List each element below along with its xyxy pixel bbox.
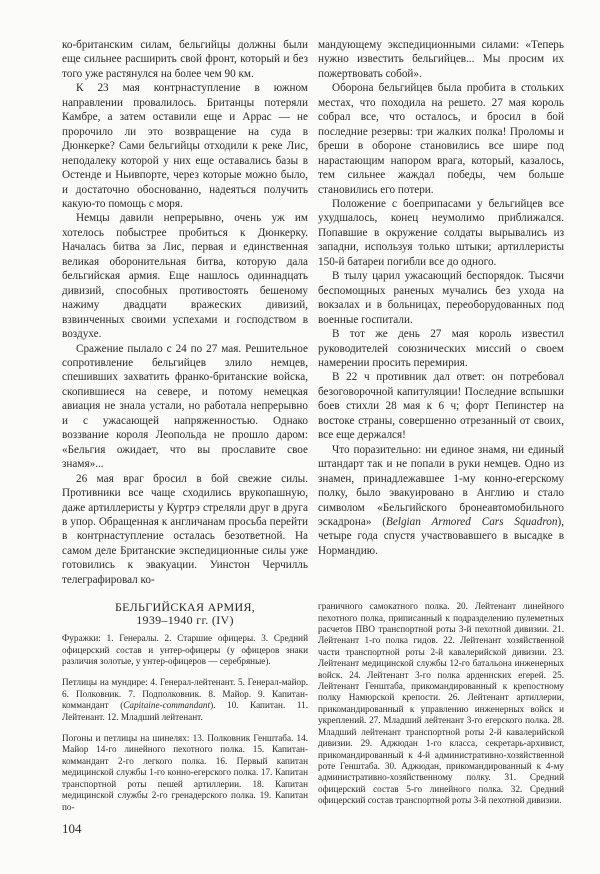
text: Петлицы на мундире: 4. Генерал-лейтенант. 5. Генерал-майор. 6. Полковник. 7. Подполковник. 8. Майор. 9. Капитан-коммандант (	[62, 677, 308, 711]
plate-caption-right	[318, 601, 564, 816]
paragraph: ко-британским силам, бельгийцы должны были еще сильнее расширить свой фронт, который и без того уже растянулся на более чем 90 км.	[62, 39, 308, 80]
paragraph: К 23 мая контрнаступление в южном направлении провалилось. Британцы потеряли Камбре, а затем оставили еще и Аррас — не пророчило ли это возвращение на суда в Дюнкерке? Сами бельгийцы отходили к реке Лис, неподалеку которой у них еще оставались базы в Остенде и Ньивпорте, через которые можно было, и достаточно обоснованно, надеяться получить какую-то помощь с моря.	[62, 82, 308, 210]
paragraph: мандующему экспедиционными силами: «Теперь нужно известить бельгийцев... Мы просим их пожертвовать собой».	[318, 39, 564, 80]
plate-caption-left	[62, 601, 308, 834]
paragraph: В тылу царил ужасающий беспорядок. Тысячи беспомощных раненых мучались без ухода на вокзалах и в больницах, переоборудованных под военные госпитали.	[318, 270, 564, 326]
paragraph: Положение с боеприпасами у бельгийцев все ухудшалось, конец неумолимо приближался. Попавшие в окружение солдаты вырывались из западни, используя только штыки; артиллеристы 150-й батареи погибли все до одного.	[318, 197, 564, 268]
caption-collar	[62, 677, 308, 723]
paragraph: Оборона бельгийцев была пробита в стольких местах, что походила на решето. 27 мая король собрал все, что осталось, и бросил в бой последние резервы: три жалких полка! Проломы и бреши в обороне становились все шире под нарастающим напором врага, который, казалось, тем сильнее жаждал победы, чем больше становились его потери.	[318, 82, 564, 196]
paragraph: В 22 ч противник дал ответ: он потребовал безоговорочной капитуляции! Последние вспышки боев стихли 28 мая к 6 ч; форт Пепинстер на востоке страны, совершенно отрезанный от своих, все еще держался!	[318, 371, 564, 442]
left-text-column	[62, 38, 308, 587]
italic-term: Capitaine-commandant	[123, 700, 211, 711]
caption-title-line: БЕЛЬГИЙСКАЯ АРМИЯ,	[114, 600, 256, 615]
text: ), четыре года спустя участвовавшего в высадке в Нормандию.	[318, 515, 564, 557]
caption-title-line: 1939–1940 гг. (IV)	[136, 613, 234, 628]
page-number: 104	[62, 820, 82, 836]
italic-term: Belgian Armored Cars Squadron	[386, 515, 558, 528]
text: ). 10. Капитан. 11. Лейтенант. 12. Младший лейтенант.	[62, 700, 308, 722]
paragraph	[318, 443, 564, 559]
caption-shoulder-continued: граничного самокатного полка. 20. Лейтенант линейного пехотного полка, приписанный к подразделению пулеметных расчетов ПВО транспортной роты 3-й пехотной дивизии. 21. Лейтенант 1-го полка гидов. 22. Лейтенант хозяйственной части транспортной роты 2-й кавалерийской дивизии. 23. Лейтенант медицинской службы 12-го батальона инженерных войск. 24. Лейтенант 3-го полка арденнских егерей. 25. Лейтенант Генштаба, прикомандированный к крепостному полку Намюрской крепости. 26. Лейтенант артиллерии, прикомандированный к управлению инженерных войск и укреплений. 27. Младший лейтенант 3-го егерского полка. 28. Младший лейтенант транспортной роты 2-й кавалерийской дивизии. 29. Аджюдан 1-го класса, секретарь-архивист, прикомандированный к 4-й административно-хозяйственной роте Генштаба. 30. Аджюдан, прикомандированный к 4-му административно-хозяйственному полку. 31. Средний офицерский состав 5-го линейного полка. 32. Средний офицерский состав транспортной роты 3-й пехотной дивизии.	[318, 601, 564, 806]
main-text	[62, 38, 564, 587]
caption-caps: Фуражки: 1. Генералы. 2. Старшие офицеры. 3. Средний офицерский состав и унтер-офицеры (у офицеров знаки различия золотые, у унтер-офицеров — серебряные).	[62, 633, 308, 667]
paragraph: 26 мая враг бросил в бой свежие силы. Противники все чаще сходились врукопашную, даже артиллеристы у Куртрэ стреляли друг в друга в упор. Обращенная к англичанам просьба перейти в контрнаступление осталась безответной. На самом деле Британские экспедиционные силы уже готовились к эвакуации. Уинстон Черчилль телеграфировал ко-	[62, 472, 308, 586]
caption-title	[62, 601, 308, 627]
paragraph: В тот же день 27 мая король известил руководителей союзнических миссий о своем намерении просить перемирия.	[318, 328, 564, 369]
paragraph: Немцы давили непрерывно, очень уж им хотелось побыстрее пробиться к Дюнкерку. Началась битва за Лис, первая и единственная великая оборонительная битва, которую дала бельгийская армия. Еще нашлось одиннадцать дивизий, способных противостоять бешеному нажиму двадцати вражеских дивизий, взвинченных своими успехами и господством в воздухе.	[62, 212, 308, 341]
plate-caption	[62, 601, 564, 834]
caption-shoulder: Погоны и петлицы на шинелях: 13. Полковник Генштаба. 14. Майор 14-го линейного пехотного полка. 15. Капитан-коммандант 2-го легкого полка. 16. Первый капитан медицинской службы 1-го конно-егерского полка. 17. Капитан транспортной роты пешей артиллерии. 18. Капитан медицинской службы 2-го гренадерского полка. 19. Капитан по-	[62, 733, 308, 812]
right-text-column	[318, 38, 564, 558]
text: Что поразительно: ни единое знамя, ни единый штандарт так и не попали в руки немцев. Одно из знамен, принадлежавшее 1-му конно-егерскому полку, было эвакуировано в Англию и стало символом «Бельгийского бронеавтомобильного эскадрона» (	[318, 443, 564, 528]
paragraph: Сражение пылало с 24 по 27 мая. Решительное сопротивление бельгийцев злило немцев, спешивших захватить франко-британские войска, скопившиеся на севере, и потому немецкая авиация не знала устали, но работала непрерывно и с ужасающей напряженностью. Однако воззвание короля Леопольда не прошло даром: «Бельгия ожидает, что вы прославите свое знамя»...	[62, 342, 308, 471]
